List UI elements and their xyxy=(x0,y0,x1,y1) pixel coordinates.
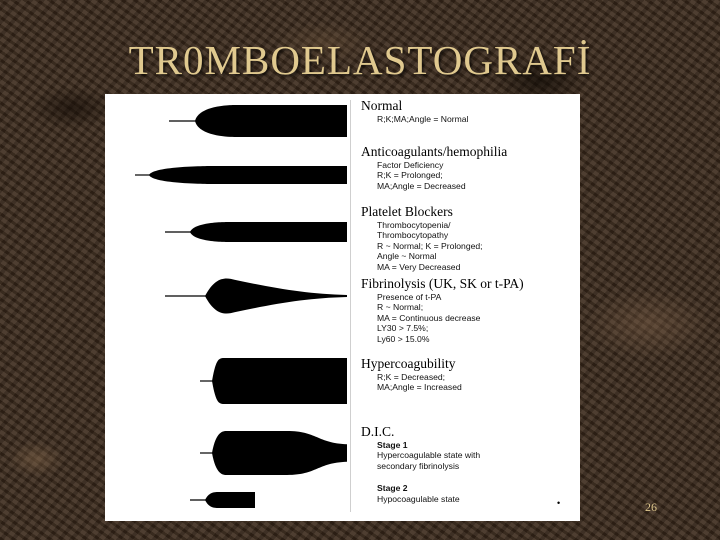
panel-detail: Angle ~ Normal xyxy=(377,251,437,262)
panel-detail: Ly60 > 15.0% xyxy=(377,333,430,344)
panel-heading: Hypercoagubility xyxy=(361,356,456,371)
panel-heading: Normal xyxy=(361,98,403,113)
panel-detail: MA = Continuous decrease xyxy=(377,312,481,323)
panel-detail: R;K = Prolonged; xyxy=(377,170,443,181)
teg-figure xyxy=(105,94,580,521)
platelet-blocker-tracing xyxy=(190,222,347,242)
panel-detail: MA;Angle = Decreased xyxy=(377,180,466,191)
panel-detail: Presence of t-PA xyxy=(377,292,442,302)
panel-detail: MA = Very Decreased xyxy=(377,261,461,272)
dic-stage1-tracing xyxy=(212,431,347,475)
panel-detail: Hypercoagulable state with xyxy=(377,450,481,461)
panel-hypercoagulability xyxy=(361,356,462,393)
panel-heading: Platelet Blockers xyxy=(361,204,453,219)
panel-detail: Thrombocytopenia/ xyxy=(377,220,451,230)
panel-detail: Stage 1 xyxy=(377,440,408,450)
panel-dic xyxy=(361,424,480,504)
hypercoagulability-tracing xyxy=(212,358,347,404)
panel-detail-gap xyxy=(361,471,480,483)
teg-tracings xyxy=(105,94,350,521)
dic-stage2-tracing xyxy=(205,492,255,508)
panel-normal xyxy=(361,98,468,124)
anticoagulant-tracing xyxy=(149,166,347,184)
panel-detail: Hypocoagulable state xyxy=(377,493,460,504)
panel-detail: Factor Deficiency xyxy=(377,160,444,170)
panel-detail: Stage 2 xyxy=(377,483,408,494)
normal-tracing xyxy=(195,105,347,137)
slide-number: 26 xyxy=(645,500,657,514)
panel-detail: R ~ Normal; K = Prolonged; xyxy=(377,240,483,251)
panel-heading: D.I.C. xyxy=(361,424,395,439)
fibrinolysis-tracing xyxy=(205,278,347,313)
panel-anticoagulants xyxy=(361,144,507,191)
panel-heading: Fibrinolysis (UK, SK or t-PA) xyxy=(361,276,524,291)
panel-fibrinolysis xyxy=(361,276,524,344)
panel-detail: R ~ Normal; xyxy=(377,302,424,313)
panel-detail: MA;Angle = Increased xyxy=(377,382,462,393)
panel-heading: Anticoagulants/hemophilia xyxy=(361,144,508,159)
slide-title: TR0MBOELASTOGRAFİ xyxy=(128,37,592,83)
panel-detail: R;K;MA;Angle = Normal xyxy=(377,114,469,124)
bullet-dot: • xyxy=(557,498,561,508)
panel-detail: Thrombocytopathy xyxy=(377,230,449,241)
panel-platelet-blockers xyxy=(361,204,483,272)
figure-divider xyxy=(350,100,351,512)
panel-detail: secondary fibrinolysis xyxy=(377,460,460,471)
panel-detail: R;K = Decreased; xyxy=(377,372,446,382)
panel-detail: LY30 > 7.5%; xyxy=(377,323,429,334)
